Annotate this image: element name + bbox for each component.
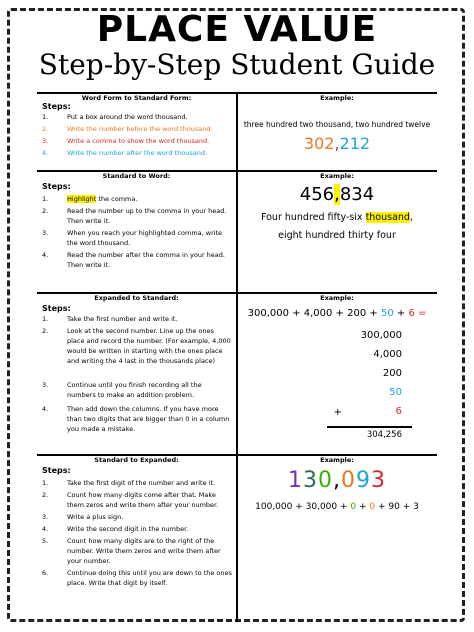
plus-sign: + bbox=[333, 407, 342, 418]
expression-part: = bbox=[414, 308, 427, 319]
step-text: Take the first digit of the number and write it. bbox=[67, 479, 216, 487]
expression-part: 9 bbox=[356, 468, 371, 493]
expression-part: + bbox=[366, 308, 381, 319]
step-text-part: Read the number after the comma in your head. Then write it. bbox=[67, 251, 225, 269]
expression-part: + bbox=[375, 502, 389, 512]
addend: 6 bbox=[395, 406, 402, 417]
expression-part: 3 bbox=[303, 468, 318, 493]
example-header: Example: bbox=[320, 172, 354, 180]
step-text bbox=[67, 206, 232, 226]
addend: 50 bbox=[389, 387, 402, 398]
example-number bbox=[237, 134, 437, 153]
step-number: 5. bbox=[42, 537, 49, 545]
expression-part: + bbox=[393, 308, 409, 319]
expression-part: + bbox=[288, 308, 304, 319]
step-text: Write the number after the word thousand. bbox=[67, 149, 208, 157]
words-text: Four hundred fifty-six bbox=[260, 212, 366, 223]
steps-label: Steps: bbox=[42, 466, 71, 475]
step-text: Count how many digits are to the right of the number. Write them zeros and write them after your number. bbox=[67, 537, 221, 565]
expression-part: 90 bbox=[388, 502, 400, 512]
step-number: 6. bbox=[42, 569, 49, 577]
step-number: 2. bbox=[42, 125, 49, 133]
expression-part: 3 bbox=[371, 468, 386, 493]
step-number: 1. bbox=[42, 479, 49, 487]
expression-part: + bbox=[332, 308, 348, 319]
example-words: three hundred two thousand, two hundred twelve bbox=[243, 120, 431, 129]
expression-part: , bbox=[333, 468, 341, 493]
example-words-line-2: eight hundred thirty four bbox=[278, 230, 396, 241]
expression-part: 0 bbox=[350, 502, 357, 512]
sum-total: 304,256 bbox=[366, 430, 402, 440]
section-header: Word Form to Standard Form: bbox=[81, 94, 192, 102]
number-part: 834 bbox=[339, 184, 375, 205]
section-word-to-standard bbox=[37, 92, 437, 170]
expression-part: 1 bbox=[288, 468, 303, 493]
section-header: Expanded to Standard: bbox=[94, 294, 179, 302]
example-expression bbox=[237, 502, 437, 512]
step-number: 4. bbox=[42, 251, 49, 259]
step-number: 1. bbox=[42, 195, 49, 203]
expression-part: 50 bbox=[380, 308, 394, 319]
comma: , bbox=[334, 134, 340, 153]
step-text bbox=[67, 194, 232, 204]
expression-part: + bbox=[356, 502, 370, 512]
step-number: 3. bbox=[42, 137, 49, 145]
step-text: Write a plus sign. bbox=[67, 513, 124, 521]
example-words-line-1 bbox=[237, 212, 437, 223]
page-title: PLACE VALUE bbox=[96, 9, 378, 50]
section-header: Standard to Word: bbox=[102, 172, 171, 180]
example-expression bbox=[237, 308, 437, 319]
steps-label: Steps: bbox=[42, 182, 71, 191]
expression-part: 300,000 bbox=[247, 308, 289, 319]
step-number: 4. bbox=[42, 405, 49, 413]
step-number: 4. bbox=[42, 525, 49, 533]
number-part: 302 bbox=[303, 134, 335, 153]
expression-part: 200 bbox=[347, 308, 367, 319]
step-number: 4. bbox=[42, 149, 49, 157]
addend: 300,000 bbox=[360, 330, 402, 341]
step-number: 3. bbox=[42, 381, 49, 389]
highlighted-text: Highlight bbox=[67, 195, 97, 203]
steps-label: Steps: bbox=[42, 304, 71, 313]
step-text: Write a comma to show the word thousand. bbox=[67, 137, 210, 145]
step-text-part: Read the number up to the comma in your head. Then write it. bbox=[67, 207, 227, 225]
expression-part: + bbox=[292, 502, 306, 512]
sum-line bbox=[327, 426, 412, 428]
expression-part: 30,000 bbox=[305, 502, 338, 512]
step-number: 2. bbox=[42, 491, 49, 499]
example-header: Example: bbox=[320, 294, 354, 302]
section-header: Standard to Expanded: bbox=[94, 456, 179, 464]
section-expanded-to-standard bbox=[37, 292, 437, 454]
expression-part: 100,000 bbox=[255, 502, 293, 512]
example-number bbox=[237, 184, 437, 205]
highlighted-word: thousand bbox=[365, 212, 410, 223]
step-text: Take the first number and write it. bbox=[67, 315, 178, 323]
example-header: Example: bbox=[320, 94, 354, 102]
expression-part: + bbox=[337, 502, 351, 512]
step-text: Write the number before the word thousand. bbox=[67, 125, 213, 133]
words-text: , bbox=[409, 212, 413, 223]
expression-part: 0 bbox=[341, 468, 356, 493]
step-text: Continue until you finish recording all the numbers to make an addition problem. bbox=[67, 381, 202, 399]
addend: 4,000 bbox=[373, 349, 402, 360]
section-standard-to-word bbox=[37, 170, 437, 292]
step-number: 3. bbox=[42, 229, 49, 237]
expression-part: 3 bbox=[413, 502, 419, 512]
expression-part: 4,000 bbox=[303, 308, 333, 319]
highlighted-comma: , bbox=[334, 184, 340, 205]
step-number: 1. bbox=[42, 113, 49, 121]
step-text: Write the second digit in the number. bbox=[67, 525, 189, 533]
steps-label: Steps: bbox=[42, 102, 71, 111]
example-number bbox=[237, 468, 437, 493]
expression-part: 6 bbox=[408, 308, 415, 319]
step-number: 3. bbox=[42, 513, 49, 521]
step-number: 1. bbox=[42, 315, 49, 323]
section-standard-to-expanded bbox=[37, 454, 437, 622]
step-text: Then add down the columns. If you have more than two digits that are bigger than 0 in a column you made a mistake. bbox=[67, 405, 230, 433]
addend: 200 bbox=[382, 368, 402, 379]
step-text bbox=[67, 228, 232, 248]
step-text: Look at the second number. Line up the ones place and record the number. (For example, 4,000 would be written in starting with the ones place and writing the 4 last in the thousands place) bbox=[67, 327, 231, 365]
step-text-part: When you reach your highlighted comma, write the word thousand. bbox=[67, 229, 223, 247]
step-text: Put a box around the word thousand. bbox=[67, 113, 188, 121]
number-part: 456 bbox=[299, 184, 335, 205]
step-text-part: the comma. bbox=[96, 195, 138, 203]
step-text: Continue doing this until you are down to the ones place. Write that digit by itself. bbox=[67, 569, 232, 587]
expression-part: 0 bbox=[369, 502, 376, 512]
step-text: Count how many digits come after that. Make them zeros and write them after your number. bbox=[67, 491, 219, 509]
page-subtitle: Step-by-Step Student Guide bbox=[38, 48, 436, 81]
number-part: 212 bbox=[339, 134, 371, 153]
guide-table bbox=[37, 92, 437, 622]
step-number: 2. bbox=[42, 327, 49, 335]
example-header: Example: bbox=[320, 456, 354, 464]
expression-part: + bbox=[399, 502, 414, 512]
step-text bbox=[67, 250, 232, 270]
expression-part: 0 bbox=[318, 468, 333, 493]
step-number: 2. bbox=[42, 207, 49, 215]
